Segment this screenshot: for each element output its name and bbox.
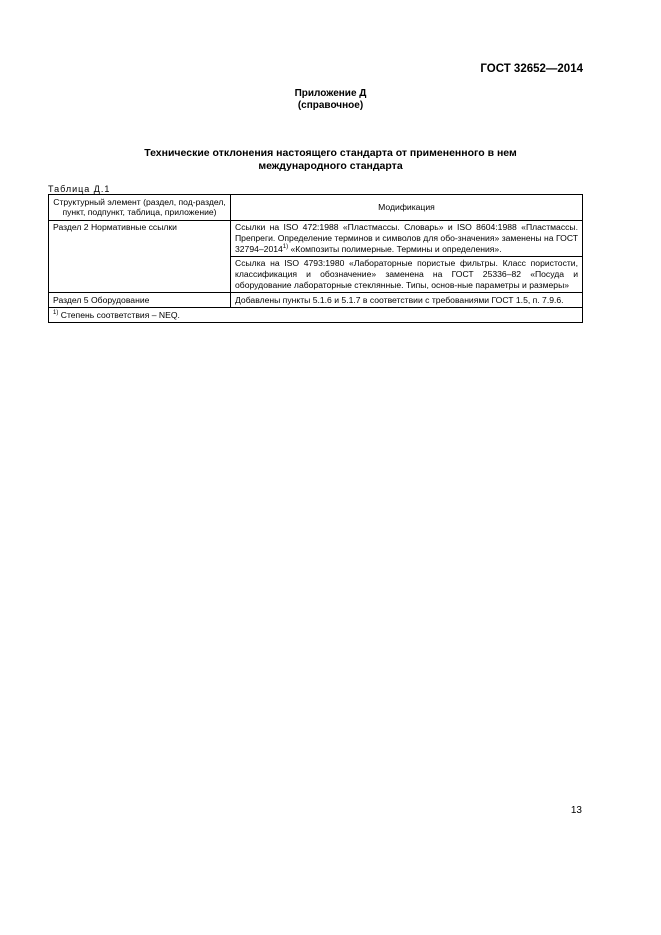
modification-text-continued: «Композиты полимерные. Термины и определения». bbox=[288, 243, 502, 254]
footnote-reference: 1) bbox=[282, 243, 289, 250]
table-footnote bbox=[49, 308, 583, 323]
cell-modification: Ссылка на ISO 4793:1980 «Лабораторные пористые фильтры. Класс пористости, классификация и обозначение» заменена на ГОСТ 25336–82 «Посуда и оборудование лабораторные стеклянные. Типы, основ-ные параметры и размеры» bbox=[231, 256, 583, 292]
footnote-text: Степень соответствия – NEQ. bbox=[58, 309, 180, 320]
section-title-line-1: Технические отклонения настоящего стандарта от примененного в нем bbox=[144, 147, 517, 159]
modification-text: Ссылки на ISO 472:1988 «Пластмассы. Словарь» и ISO 8604:1988 «Пластмассы. Препреги. Определение терминов и символов для обо-значения» заменены на ГОСТ 32794–2014 bbox=[235, 222, 578, 254]
header-modification: Модификация bbox=[231, 195, 583, 221]
table-header-row bbox=[49, 195, 583, 221]
header-structural-element: Структурный элемент (раздел, под-раздел, пункт, подпункт, таблица, приложение) bbox=[49, 195, 231, 221]
appendix-heading bbox=[0, 88, 661, 112]
section-title-line-2: международного стандарта bbox=[258, 160, 403, 172]
appendix-title: Приложение Д bbox=[294, 88, 367, 99]
cell-modification: Добавлены пункты 5.1.6 и 5.1.7 в соответствии с требованиями ГОСТ 1.5, п. 7.9.6. bbox=[231, 293, 583, 308]
table-row bbox=[49, 293, 583, 308]
cell-modification bbox=[231, 220, 583, 256]
footnote-mark: 1) bbox=[53, 309, 59, 316]
cell-element: Раздел 2 Нормативные ссылки bbox=[49, 220, 231, 293]
table-row bbox=[49, 220, 583, 256]
page-number: 13 bbox=[570, 805, 582, 816]
deviations-table bbox=[48, 194, 583, 323]
section-title bbox=[0, 147, 661, 173]
appendix-subtitle: (справочное) bbox=[297, 100, 364, 111]
document-code: ГОСТ 32652—2014 bbox=[480, 63, 583, 75]
table-footnote-row bbox=[49, 308, 583, 323]
table-label: Таблица Д.1 bbox=[48, 184, 111, 194]
cell-element: Раздел 5 Оборудование bbox=[49, 293, 231, 308]
